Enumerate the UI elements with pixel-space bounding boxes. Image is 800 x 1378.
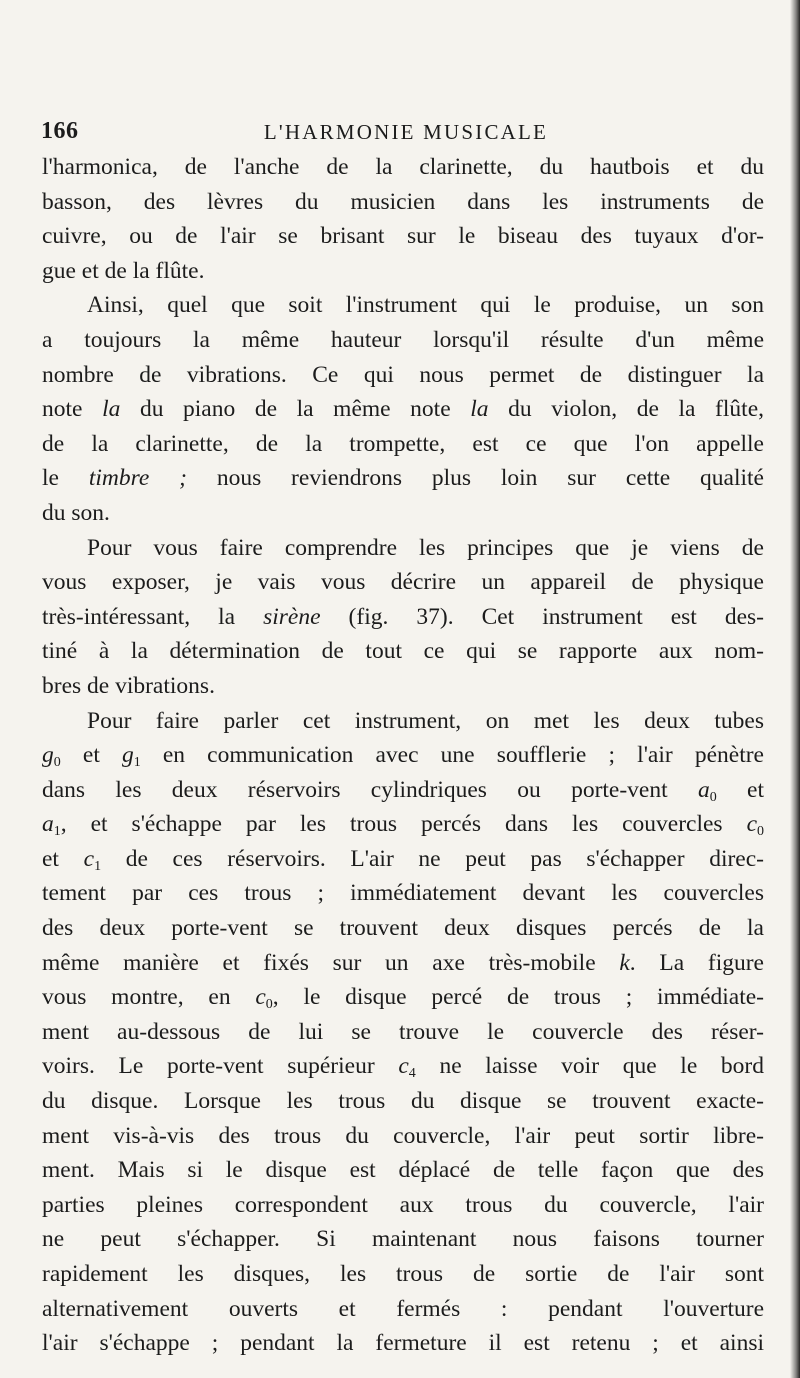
text-line: du son.	[42, 499, 110, 526]
text-run: et	[716, 776, 764, 803]
subscript: 0	[757, 824, 764, 840]
text-line: ment vis-à-vis des trous du couvercle, l'air peut sortir libre-	[42, 1122, 764, 1149]
text-line	[42, 1049, 764, 1084]
text-line: ment au-dessous de lui se trouve le couvercle des réser-	[42, 1018, 764, 1045]
italic-run: sirène	[263, 603, 321, 630]
text-line: tiné à la détermination de tout ce qui se rapporte aux nom-	[42, 638, 764, 665]
text-line: rapidement les disques, les trous de sortie de l'air sont	[42, 1261, 764, 1287]
text-run: (fig. 37). Cet instrument est des-	[320, 603, 764, 630]
italic-run: timbre ;	[88, 465, 187, 492]
subscript: 0	[709, 789, 717, 805]
text-line	[42, 946, 764, 981]
text-line: l'harmonica, de l'anche de la clarinette, du hautbois et du	[42, 154, 764, 180]
italic-run: la	[470, 396, 489, 423]
text-line	[42, 980, 764, 1015]
italic-run: a	[42, 811, 54, 838]
text-run: nous reviendrons plus loin sur cette qualité	[186, 465, 764, 492]
subscript: 1	[94, 858, 102, 874]
page-edge-shadow	[790, 0, 800, 1378]
subscript: 1	[53, 824, 61, 840]
text-line: Pour vous faire comprendre les principes que je viens de	[87, 534, 764, 561]
italic-run: g	[121, 742, 134, 769]
text-line	[42, 600, 764, 635]
text-line: de la clarinette, de la trompette, est ce que l'on appelle	[42, 430, 764, 457]
text-line: ment. Mais si le disque est déplacé de telle façon que des	[42, 1157, 764, 1184]
text-run: , et s'échappe par les trous percés dans les couvercles	[60, 811, 747, 838]
text-line: Ainsi, quel que soit l'instrument qui le produise, un son	[87, 292, 764, 319]
text-line: vous exposer, je vais vous décrire un appareil de physique	[42, 569, 764, 596]
text-line: Pour faire parler cet instrument, on met les deux tubes	[87, 707, 764, 734]
page-number: 166	[41, 118, 79, 144]
italic-run: k	[619, 949, 630, 976]
italic-run: c	[255, 984, 266, 1011]
text-line	[42, 807, 764, 842]
italic-run: a	[697, 776, 710, 803]
text-line: alternativement ouverts et fermés : pendant l'ouverture	[42, 1295, 764, 1322]
subscript: 4	[408, 1066, 416, 1082]
text-run: , le disque percé de trous ; immédiate-	[272, 984, 765, 1011]
text-run: de ces réservoirs. L'air ne peut pas s'échapper direc-	[101, 845, 764, 872]
italic-run: c	[398, 1053, 409, 1080]
text-run: et	[42, 845, 84, 872]
page-header	[41, 118, 771, 148]
text-line: a toujours la même hauteur lorsqu'il résulte d'un même	[42, 326, 764, 353]
text-line: basson, des lèvres du musicien dans les instruments de	[42, 188, 764, 215]
italic-run: c	[746, 811, 757, 838]
text-run: . La figure	[629, 949, 764, 976]
body-text	[42, 150, 764, 1361]
text-line	[42, 392, 764, 427]
text-run: du violon, de la flûte,	[488, 396, 764, 423]
text-line: des deux porte-vent se trouvent deux disques percés de la	[42, 915, 764, 942]
text-line: tement par ces trous ; immédiatement devant les couvercles	[42, 880, 764, 907]
italic-run: g	[42, 742, 54, 769]
text-run: ne laisse voir que le bord	[415, 1053, 764, 1080]
text-run: le	[42, 465, 89, 492]
italic-run: la	[102, 396, 121, 423]
text-line	[42, 773, 764, 808]
text-line: cuivre, ou de l'air se brisant sur le biseau des tuyaux d'or-	[42, 223, 764, 250]
text-line: parties pleines correspondent aux trous du couvercle, l'air	[42, 1191, 764, 1218]
text-run: voirs. Le porte-vent supérieur	[42, 1053, 399, 1080]
running-title: L'HARMONIE MUSICALE	[263, 120, 549, 144]
text-run: et	[60, 742, 122, 769]
subscript: 0	[53, 755, 61, 771]
text-line	[42, 738, 764, 773]
text-line: l'air s'échappe ; pendant la fermeture il est retenu ; et ainsi	[42, 1330, 764, 1357]
text-run: même manière et fixés sur un axe très-mobile	[42, 949, 620, 976]
subscript: 0	[265, 997, 273, 1013]
text-line: bres de vibrations.	[42, 672, 215, 699]
text-line: nombre de vibrations. Ce qui nous permet de distinguer la	[42, 361, 764, 388]
subscript: 1	[133, 755, 141, 771]
text-line	[42, 461, 764, 496]
text-run: note	[42, 396, 103, 423]
text-run: très-intéressant, la	[42, 603, 264, 630]
text-line: gue et de la flûte.	[42, 257, 205, 284]
text-run: du piano de la même note	[120, 396, 471, 423]
text-line: du disque. Lorsque les trous du disque se trouvent exacte-	[42, 1088, 764, 1115]
italic-run: c	[83, 845, 95, 872]
text-run: en communication avec une soufflerie ; l'air pénètre	[140, 742, 764, 769]
text-line: ne peut s'échapper. Si maintenant nous faisons tourner	[42, 1226, 764, 1253]
text-line	[42, 842, 764, 877]
text-run: vous montre, en	[42, 984, 256, 1011]
text-run: dans les deux réservoirs cylindriques ou porte-vent	[42, 776, 698, 803]
